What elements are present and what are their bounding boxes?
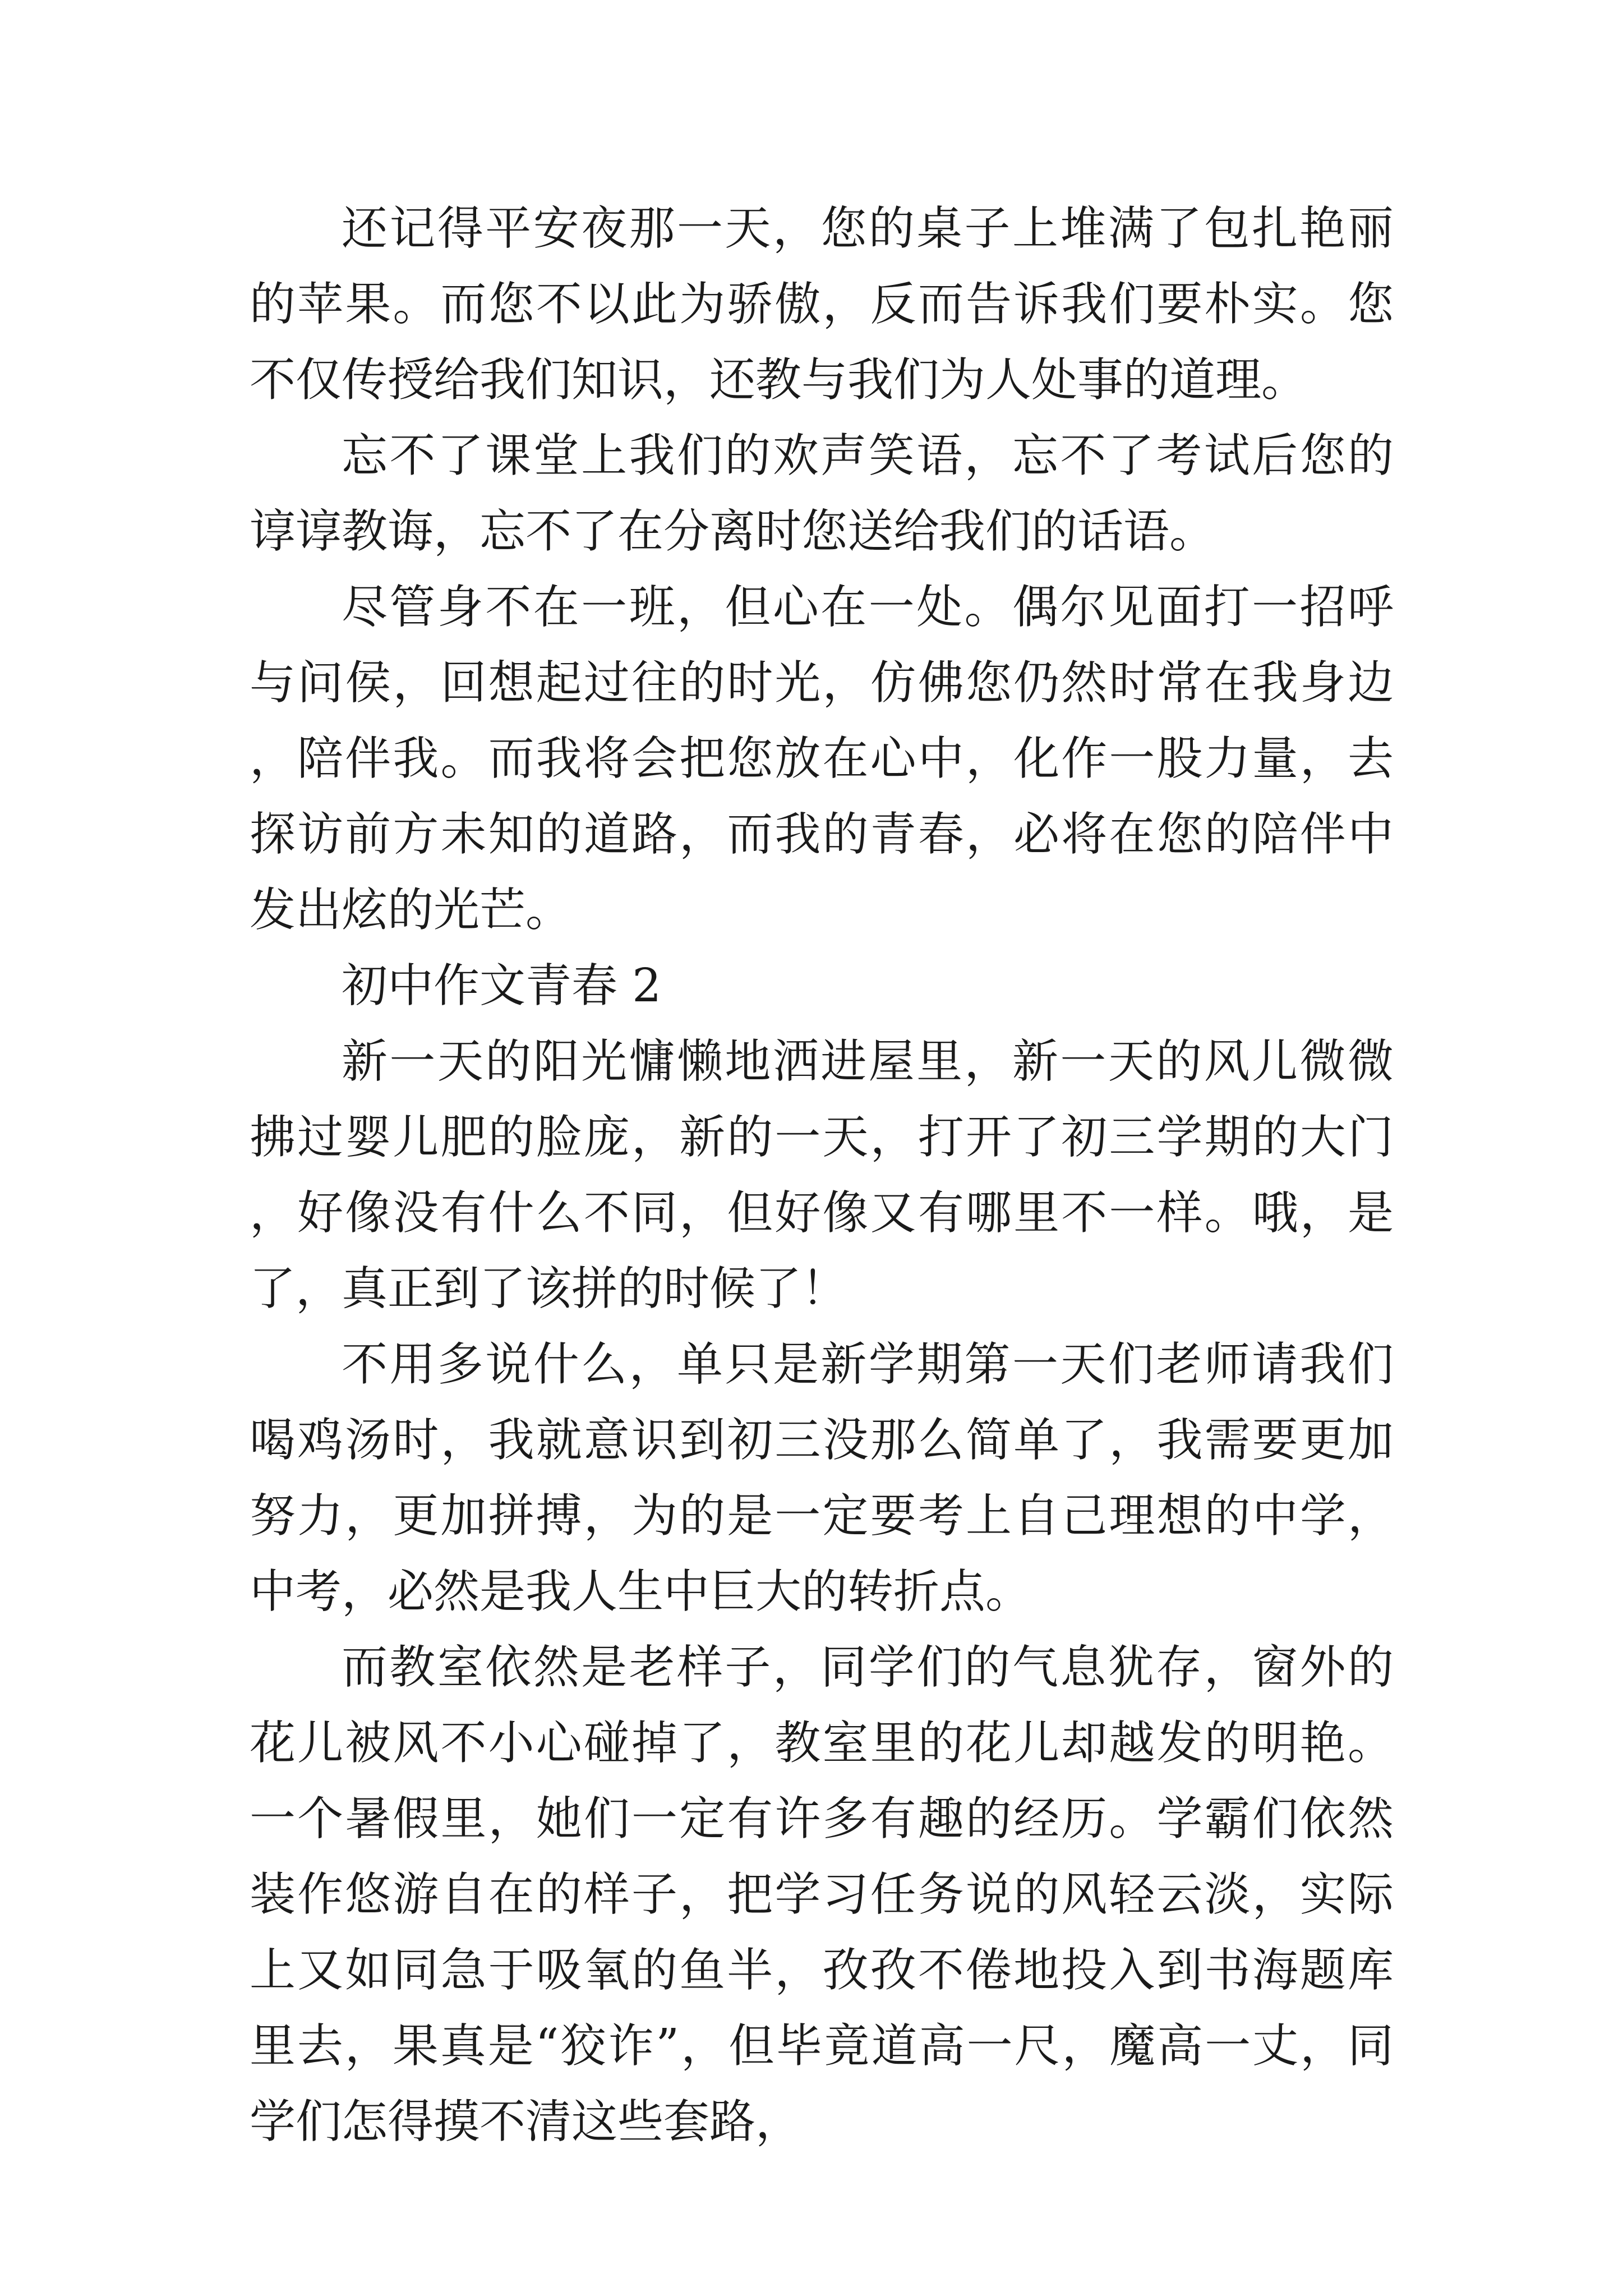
- paragraph-new-day: 新一天的阳光慵懒地洒进屋里，新一天的风儿微微拂过婴儿肥的脸庞，新的一天，打开了初三学期的大门，好像没有什么不同，但好像又有哪里不一样。哦，是了，真正到了该拼的时候了！: [250, 1035, 1394, 1315]
- paragraph-new-semester: 不用多说什么，单只是新学期第一天们老师请我们喝鸡汤时，我就意识到初三没那么简单了，我需要更加努力，更加拼搏，为的是一定要考上自己理想的中学，中考，必然是我人生中巨大的转折点。: [250, 1338, 1394, 1618]
- paragraph-classroom: 而教室依然是老样子，同学们的气息犹存，窗外的花儿被风不小心碰掉了，教室里的花儿却越发的明艳。一个暑假里，她们一定有许多有趣的经历。学霸们依然装作悠游自在的样子，把学习任务说的风轻云淡，实际上又如同急于吸氧的鱼半，孜孜不倦地投入到书海题库里去，果真是“狡诈”，但毕竟道高一尺，魔高一丈，同学们怎得摸不清这些套路，: [250, 1641, 1394, 2148]
- paragraph-different-class: 尽管身不在一班，但心在一处。偶尔见面打一招呼与问侯，回想起过往的时光，仿佛您仍然时常在我身边，陪伴我。而我将会把您放在心中，化作一股力量，去探访前方未知的道路，而我的青春，必将在您的陪伴中发出炫的光芒。: [250, 581, 1394, 937]
- paragraph-classroom-memories: 忘不了课堂上我们的欢声笑语，忘不了考试后您的谆谆教诲，忘不了在分离时您送给我们的话语。: [250, 429, 1394, 558]
- section-title: 初中作文青春 2: [342, 959, 662, 1013]
- paragraph-christmas-eve: 还记得平安夜那一天，您的桌子上堆满了包扎艳丽的苹果。而您不以此为骄傲，反而告诉我们要朴实。您不仅传授给我们知识，还教与我们为人处事的道理。: [250, 202, 1394, 407]
- document-body: [250, 191, 1394, 2160]
